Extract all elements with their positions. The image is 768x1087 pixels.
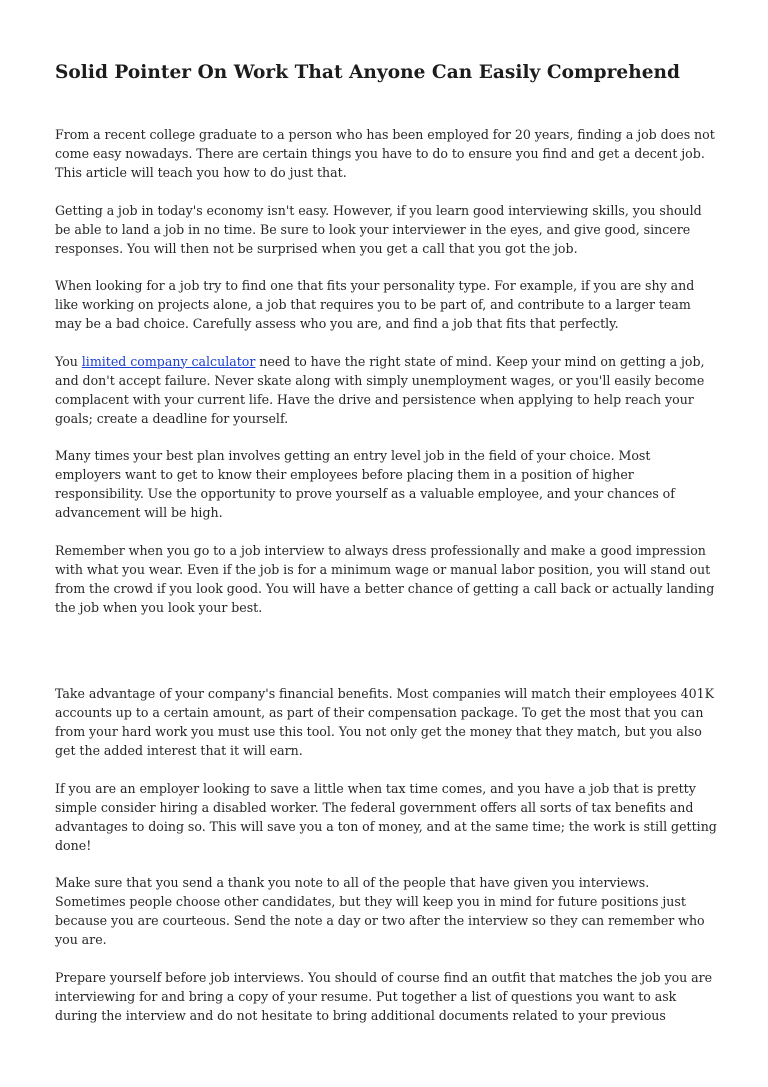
paragraph-entry-level: Many times your best plan involves getting an entry level job in the field of your choice. Most employers want to get to know their employees before placing them in a position of higher responsibility. Use the opportunity to prove yourself as a valuable employee, and your chances of advancement will be high. <box>55 448 675 520</box>
paragraph-thank-you-note: Make sure that you send a thank you note to all of the people that have given you interviews. Sometimes people choose other candidates, but they will keep you in mind for future positions just because you are courteous. Send the note a day or two after the interview so they can remember who you are. <box>55 875 705 947</box>
paragraph-prepare-interviews: Prepare yourself before job interviews. You should of course find an outfit that matches the job you are interviewing for and bring a copy of your resume. Put together a list of questions you want to ask during the interview and do not hesitate to bring additional documents related to your previous <box>55 969 713 1023</box>
paragraph-state-of-mind <box>55 352 720 428</box>
paragraph-interviewing-skills: Getting a job in today's economy isn't easy. However, if you learn good interviewing skills, you should be able to land a job in no time. Be sure to look your interviewer in the eyes, and give good, sincere responses. You will then not be surprised when you get a call that you got the job. <box>55 202 702 256</box>
paragraph-disabled-worker: If you are an employer looking to save a little when tax time comes, and you have a job that is pretty simple consider hiring a disabled worker. The federal government offers all sorts of tax benefits and advantages to doing so. This will save you a ton of money, and at the same time; the work is still getting done! <box>55 780 717 853</box>
paragraph-dress-professionally: Remember when you go to a job interview to always dress professionally and make a good impression with what you wear. Even if the job is for a minimum wage or manual labor position, you will stand out from the crowd if you look good. You will have a better chance of getting a call back or actually landing the job when you look your best. <box>55 542 715 615</box>
document-page <box>55 58 720 1043</box>
paragraph-text-before-link: You <box>55 353 82 369</box>
limited-company-calculator-link[interactable]: limited company calculator <box>81 353 256 369</box>
paragraph-personality-type: When looking for a job try to find one that fits your personality type. For example, if you are shy and like working on projects alone, a job that requires you to be part of, and contribute to a larger team may be a bad choice. Carefully assess who you are, and find a job that fits that perfectly. <box>55 278 695 331</box>
blank-gap <box>55 635 720 684</box>
paragraph-text-after-link: need to have the right state of mind. Keep your mind on getting a job, and don't accept failure. Never skate along with simply unemployment wages, or you'll easily become complacent with your current life. Have the drive and persistence when applying to help reach your goals; create a deadline for yourself. <box>55 353 705 426</box>
paragraph-financial-benefits: Take advantage of your company's financial benefits. Most companies will match their employees 401K accounts up to a certain amount, as part of their compensation package. To get the most that you can from your hard work you must use this tool. You not only get the money that they match, but you also get the added interest that it will earn. <box>55 686 715 758</box>
page-title: Solid Pointer On Work That Anyone Can Easily Comprehend <box>55 62 681 83</box>
paragraph-intro: From a recent college graduate to a person who has been employed for 20 years, finding a job does not come easy nowadays. There are certain things you have to do to ensure you find and get a decent job. This article will teach you how to do just that. <box>55 127 715 180</box>
